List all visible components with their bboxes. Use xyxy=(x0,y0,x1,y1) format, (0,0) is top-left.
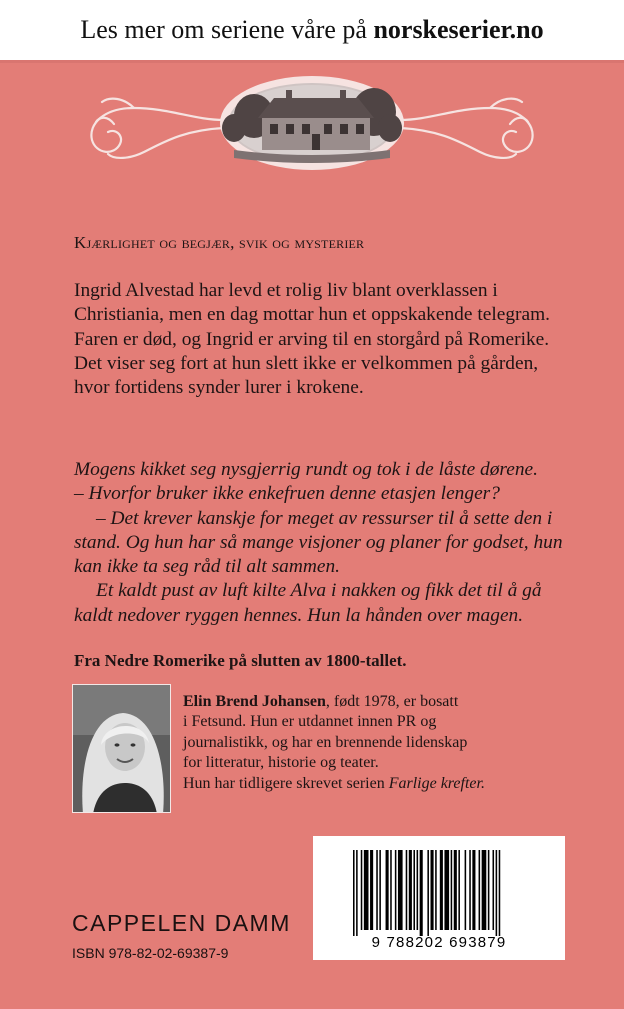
author-photo xyxy=(72,684,171,813)
excerpt-line: stand. Og hun har så mange visjoner og planer for godset, hun xyxy=(74,531,563,553)
header-banner xyxy=(0,0,624,60)
excerpt-line: Mogens kikket seg nysgjerrig rundt og tok i de låste dørene. xyxy=(74,459,539,480)
synopsis-line: Det viser seg fort at hun slett ikke er velkommen på gården, xyxy=(74,352,539,374)
synopsis xyxy=(74,279,594,400)
excerpt-line: Et kaldt pust av luft kilte Alva i nakken og fikk det til å gå xyxy=(96,580,542,602)
bio-text: for litteratur, historie og teater. xyxy=(183,754,379,772)
bio-text: , født 1978, er bosatt xyxy=(325,693,459,710)
ornament-frame-icon xyxy=(74,68,550,178)
synopsis-line: Ingrid Alvestad har levd et rolig liv blant overklassen i xyxy=(74,280,498,301)
header-divider xyxy=(0,60,624,63)
author-portrait-icon xyxy=(73,685,171,813)
bio-text: Hun har tidligere skrevet serien xyxy=(183,774,389,792)
excerpt-line: kan ikke ta seg råd til alt sammen. xyxy=(74,556,341,578)
synopsis-line: Faren er død, og Ingrid er arving til en storgård på Romerike. xyxy=(74,328,550,350)
setting-note: Fra Nedre Romerike på slutten av 1800-tallet. xyxy=(74,651,407,670)
publisher-logo: CAPPELEN DAMM xyxy=(72,910,291,936)
author-name: Elin Brend Johansen xyxy=(183,693,326,710)
tagline: Kjærlighet og begjær, svik og mysterier xyxy=(74,233,365,252)
bio-text: i Fetsund. Hun er utdannet innen PR og xyxy=(183,713,437,731)
isbn: ISBN 978-82-02-69387-9 xyxy=(72,945,229,961)
synopsis-line: hvor fortidens synder lurer i krokene. xyxy=(74,377,364,399)
excerpt-line: – Det krever kanskje for meget av ressurser til å sette den i xyxy=(96,507,553,529)
header-site-link[interactable]: norskeserier.no xyxy=(373,15,544,44)
excerpt xyxy=(74,458,594,628)
header-prefix: Les mer om seriene våre på xyxy=(80,15,367,44)
synopsis-line: Christiania, men en dag mottar hun et oppskakende telegram. xyxy=(74,304,551,326)
excerpt-line: – Hvorfor bruker ikke enkefruen denne etasjen lenger? xyxy=(74,483,500,505)
barcode-digits: 9 788202 693879 xyxy=(371,934,507,951)
series-title: Farlige krefter. xyxy=(388,774,485,792)
bio-text: journalistikk, og har en brennende lidenskap xyxy=(183,733,468,751)
author-bio xyxy=(183,692,543,794)
excerpt-line: kaldt nedover ryggen hennes. Hun la hånden over magen. xyxy=(74,604,524,626)
barcode xyxy=(313,836,565,960)
